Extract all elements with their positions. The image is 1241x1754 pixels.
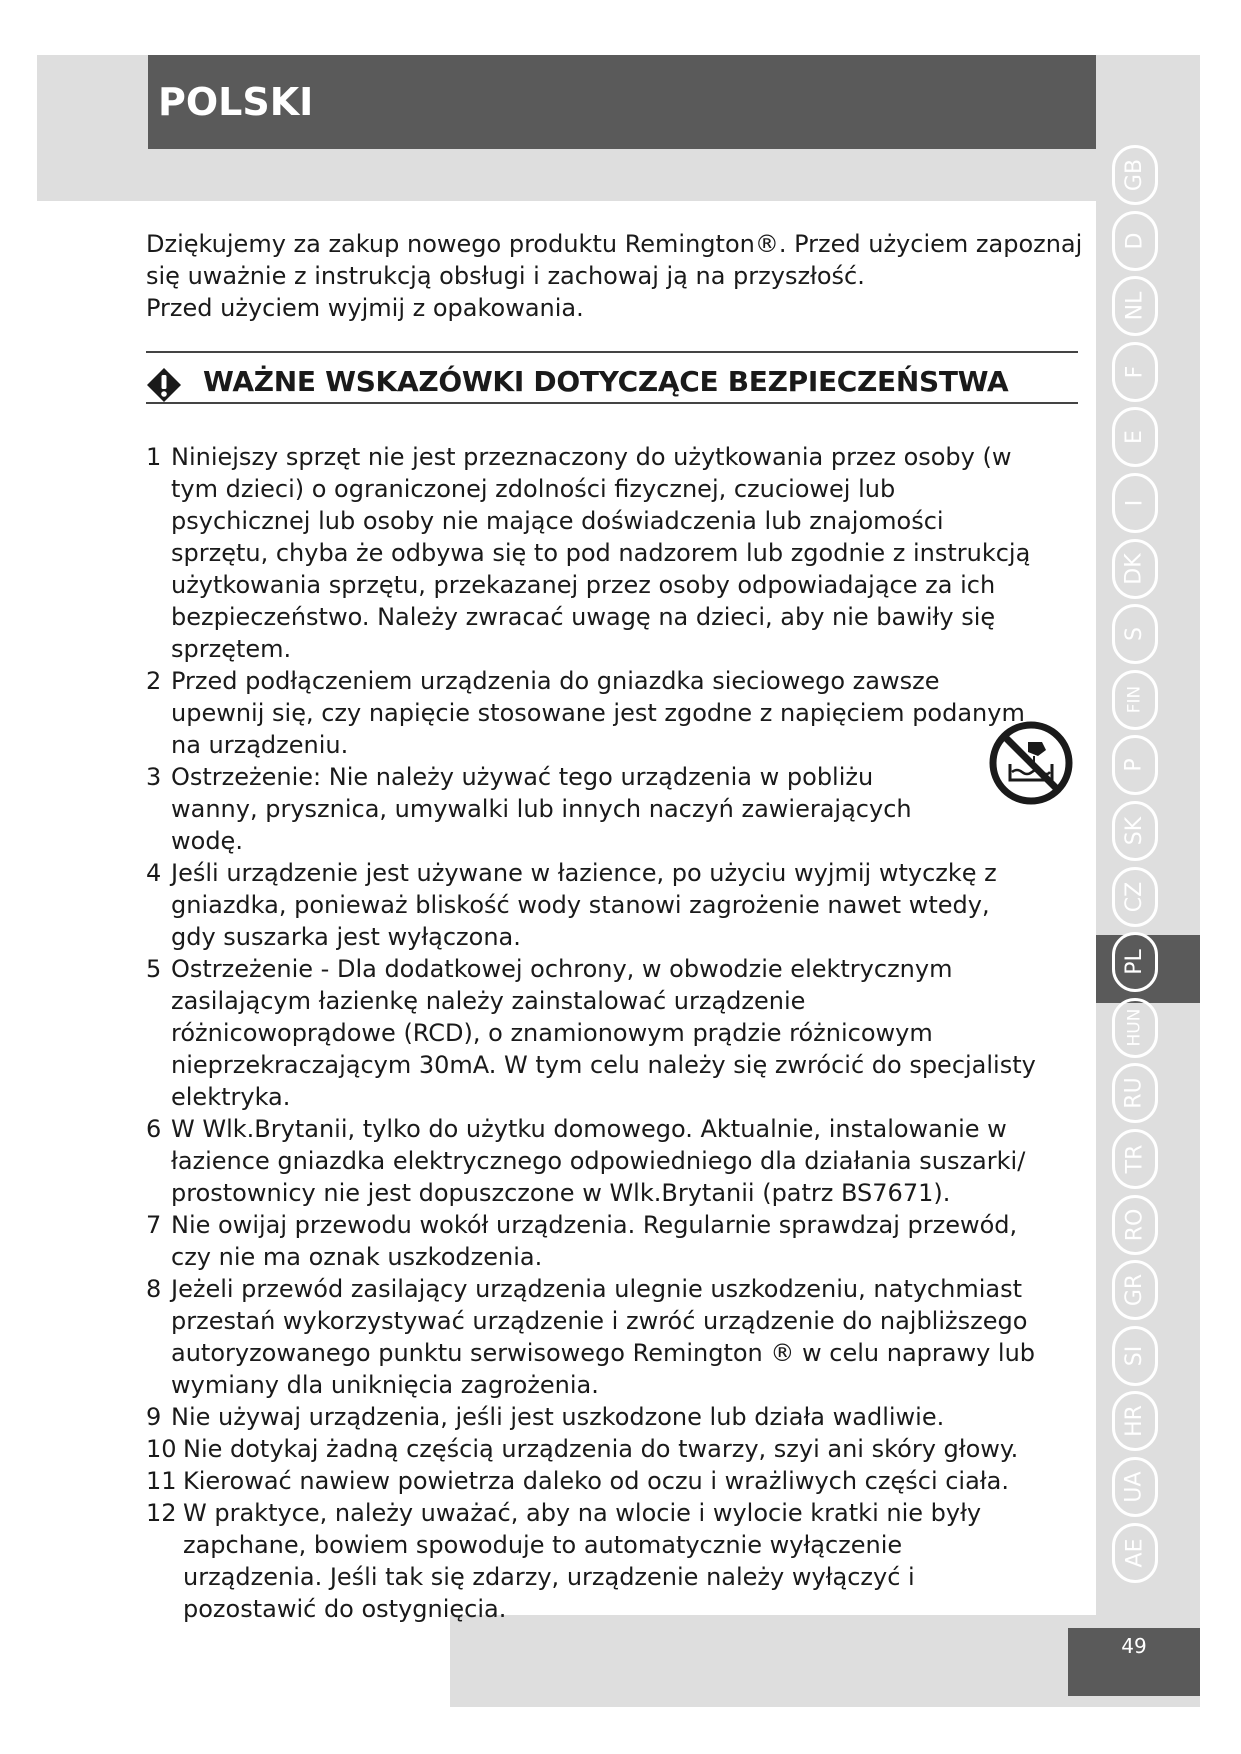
item-number: 12 xyxy=(146,1499,177,1527)
item-text: Jeżeli przewód zasilający urządzenia ulegnie uszkodzeniu, natychmiast przestań wykorzystywać urządzenie i zwróć urządzenie do najbliższego autoryzowanego punktu serwisowego Remington ® w celu naprawy lub wymiany dla uniknięcia zagrożenia. xyxy=(171,1275,1036,1399)
list-item xyxy=(146,1113,1036,1209)
intro-paragraph-1: Dziękujemy za zakup nowego produktu Remington®. Przed użyciem zapoznaj się uważnie z instrukcją obsługi i zachowaj ją na przyszłość. xyxy=(146,230,1083,290)
language-tab-pl xyxy=(1112,932,1158,992)
list-item xyxy=(146,1497,1036,1625)
list-item xyxy=(146,857,1036,953)
item-number: 1 xyxy=(146,443,162,471)
language-code: DK xyxy=(1122,552,1147,585)
list-item xyxy=(146,1401,1036,1433)
list-item xyxy=(146,1209,1036,1273)
language-code: GB xyxy=(1121,158,1147,192)
language-code: AE xyxy=(1121,1538,1147,1568)
item-text: Nie używaj urządzenia, jeśli jest uszkodzone lub działa wadliwie. xyxy=(171,1403,945,1431)
language-code: P xyxy=(1122,758,1147,773)
language-tab-dk xyxy=(1112,539,1158,599)
language-tab-i xyxy=(1112,473,1158,533)
item-text: Jeśli urządzenie jest używane w łazience, po użyciu wyjmij wtyczkę z gniazdka, ponieważ bliskość wody stanowi zagrożenie nawet wtedy, gdy suszarka jest wyłączona. xyxy=(171,859,997,951)
no-water-warning-icon xyxy=(988,720,1074,806)
language-tab-nl xyxy=(1112,276,1158,336)
intro-text xyxy=(146,228,1086,324)
page-number: 49 xyxy=(1068,1628,1200,1696)
language-code: SI xyxy=(1121,1345,1147,1367)
item-number: 4 xyxy=(146,859,162,887)
list-item xyxy=(146,1465,1036,1497)
language-tab-f xyxy=(1112,342,1158,402)
language-code: FIN xyxy=(1124,686,1145,714)
warning-rule-bottom xyxy=(146,402,1078,404)
language-code: SK xyxy=(1122,816,1147,846)
language-tab-cz xyxy=(1112,867,1158,927)
item-text: Przed podłączeniem urządzenia do gniazdka sieciowego zawsze upewnij się, czy napięcie stosowane jest zgodne z napięciem podanym na urządzeniu. xyxy=(171,667,1025,759)
language-code: S xyxy=(1122,627,1147,642)
language-code: RO xyxy=(1121,1208,1147,1241)
language-code: RU xyxy=(1121,1077,1147,1110)
item-text: Ostrzeżenie - Dla dodatkowej ochrony, w obwodzie elektrycznym zasilającym łazienkę należy zainstalować urządzenie różnicowoprądowe (RCD), o znamionowym prądzie różnicowym nieprzekraczającym 30mA. W tym celu należy się zwrócić do specjalisty elektryka. xyxy=(171,955,1036,1111)
list-item xyxy=(146,1273,1036,1401)
warning-icon xyxy=(146,367,182,403)
list-item xyxy=(146,441,1036,665)
list-item xyxy=(146,761,1036,857)
language-code: HR xyxy=(1122,1405,1147,1438)
language-tab-d xyxy=(1112,211,1158,271)
item-number: 11 xyxy=(146,1467,177,1495)
language-tab-sk xyxy=(1112,801,1158,861)
language-index xyxy=(1096,145,1200,1615)
language-code: E xyxy=(1122,430,1147,445)
item-text: Ostrzeżenie: Nie należy używać tego urządzenia w pobliżu wanny, prysznica, umywalki lub innych naczyń zawierających wodę. xyxy=(171,763,912,855)
item-number: 7 xyxy=(146,1211,162,1239)
language-tab-si xyxy=(1112,1326,1158,1386)
language-code: HUN xyxy=(1124,1008,1145,1047)
item-number: 8 xyxy=(146,1275,162,1303)
intro-paragraph-2: Przed użyciem wyjmij z opakowania. xyxy=(146,294,584,322)
language-tab-ru xyxy=(1112,1063,1158,1123)
language-tab-fin xyxy=(1112,670,1158,730)
item-number: 6 xyxy=(146,1115,162,1143)
language-code: NL xyxy=(1122,291,1147,321)
language-code: UA xyxy=(1122,1471,1147,1503)
item-text: W Wlk.Brytanii, tylko do użytku domowego. Aktualnie, instalowanie w łazience gniazdka elektrycznego odpowiedniego dla działania suszarki/ prostownicy nie jest dopuszczone w Wlk.Brytanii (patrz BS7671). xyxy=(171,1115,1026,1207)
item-text: W praktyce, należy uważać, aby na wlocie i wylocie kratki nie były zapchane, bowiem spowoduje to automatycznie wyłączenie urządzenia. Jeśli tak się zdarzy, urządzenie należy wyłączyć i pozostawić do ostygnięcia. xyxy=(183,1499,982,1623)
language-code: TR xyxy=(1121,1144,1147,1174)
item-number: 5 xyxy=(146,955,162,983)
item-number: 2 xyxy=(146,667,162,695)
item-number: 3 xyxy=(146,763,162,791)
list-item xyxy=(146,1433,1036,1465)
language-tab-p xyxy=(1112,735,1158,795)
language-tab-hr xyxy=(1112,1391,1158,1451)
language-tab-ae xyxy=(1112,1523,1158,1583)
language-tab-gr xyxy=(1112,1260,1158,1320)
item-text: Nie owijaj przewodu wokół urządzenia. Regularnie sprawdzaj przewód, czy nie ma oznak uszkodzenia. xyxy=(171,1211,1018,1271)
page-title: POLSKI xyxy=(148,55,1096,149)
language-code: F xyxy=(1122,365,1147,379)
list-item xyxy=(146,665,1036,761)
language-code: I xyxy=(1122,499,1147,507)
language-tab-tr xyxy=(1112,1129,1158,1189)
language-tab-gb xyxy=(1112,145,1158,205)
language-tab-e xyxy=(1112,407,1158,467)
language-tab-ua xyxy=(1112,1457,1158,1517)
warning-rule-top xyxy=(146,351,1078,353)
language-tab-s xyxy=(1112,604,1158,664)
language-tab-ro xyxy=(1112,1195,1158,1255)
warning-heading: WAŻNE WSKAZÓWKI DOTYCZĄCE BEZPIECZEŃSTWA xyxy=(203,365,1009,398)
language-tab-hun xyxy=(1112,998,1158,1058)
item-text: Niniejszy sprzęt nie jest przeznaczony do użytkowania przez osoby (w tym dzieci) o ograniczonej zdolności fizycznej, czuciowej lub psychicznej lub osoby nie mające doświadczenia lub znajomości sprzętu, chyba że odbywa się to pod nadzorem lub zgodnie z instrukcją użytkowania sprzętu, przekazanej przez osoby odpowiadające za ich bezpieczeństwo. Należy zwracać uwagę na dzieci, aby nie bawiły się sprzętem. xyxy=(171,443,1031,663)
list-item xyxy=(146,953,1036,1113)
item-text: Nie dotykaj żadną częścią urządzenia do twarzy, szyi ani skóry głowy. xyxy=(183,1435,1019,1463)
language-code: CZ xyxy=(1122,881,1147,912)
language-code: D xyxy=(1121,232,1147,250)
item-number: 10 xyxy=(146,1435,177,1463)
item-number: 9 xyxy=(146,1403,162,1431)
language-code: PL xyxy=(1122,949,1147,975)
item-text: Kierować nawiew powietrza daleko od oczu i wrażliwych części ciała. xyxy=(183,1467,1009,1495)
language-code: GR xyxy=(1122,1274,1147,1307)
safety-list xyxy=(146,441,1036,1625)
